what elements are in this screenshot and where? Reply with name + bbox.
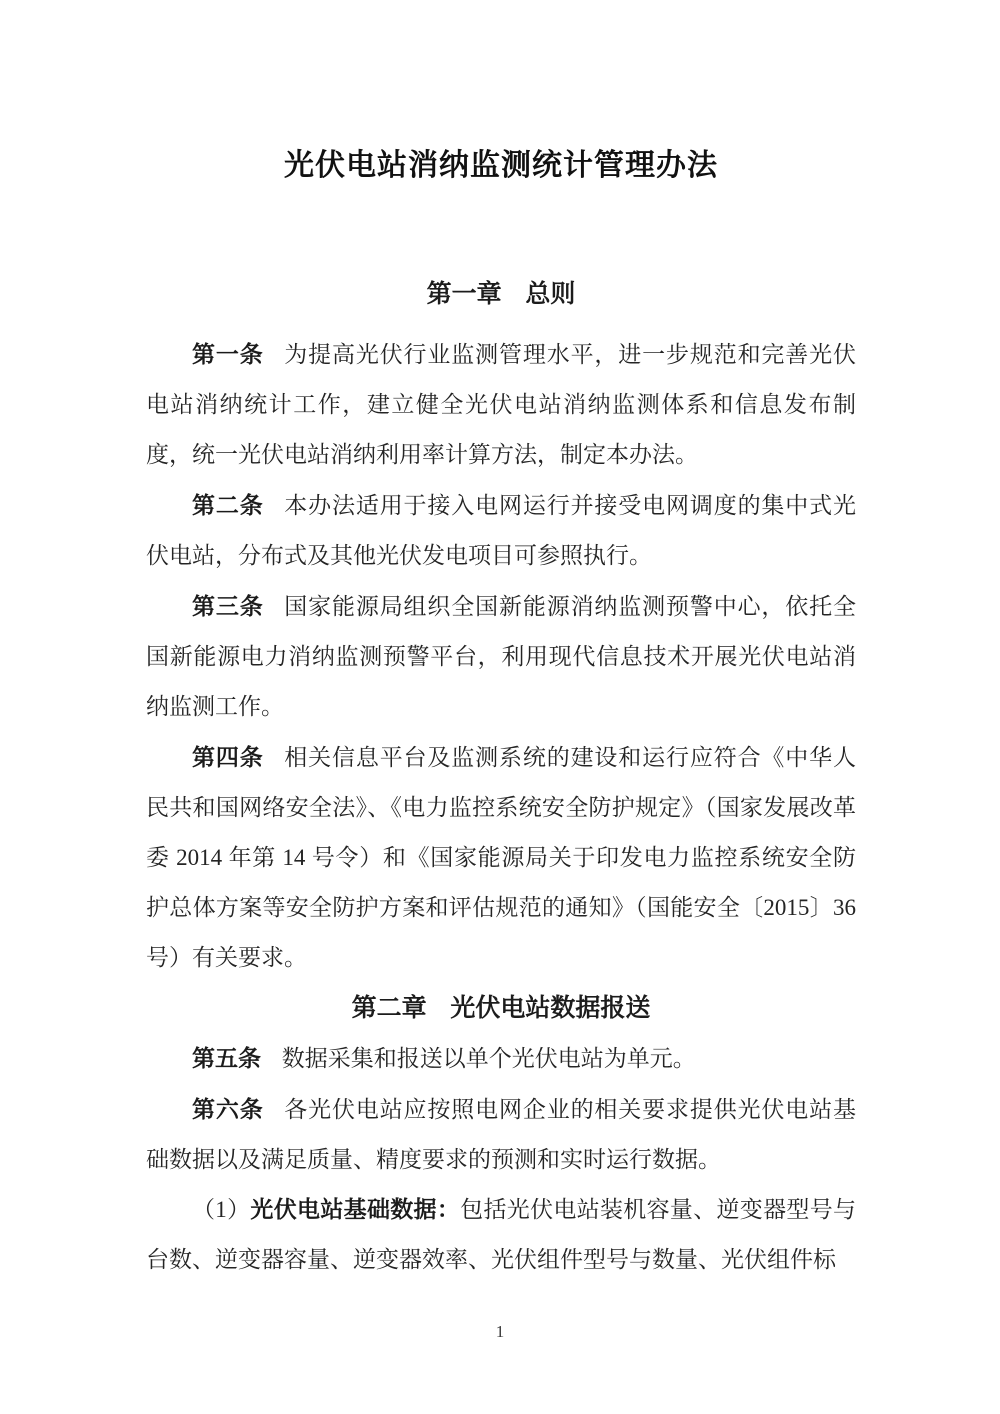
- article-5-lead: 第五条: [192, 1045, 261, 1071]
- chapter-2-title: 光伏电站数据报送: [450, 994, 651, 1022]
- chapter-heading-1: [146, 269, 856, 319]
- item-1-text: 包括光伏电站装机容量、逆变器型号与台数、逆变器容量、逆变器效率、光伏组件型号与数量、光伏组件标: [146, 1197, 857, 1272]
- article-6-lead: 第六条: [192, 1096, 264, 1122]
- article-6-text: 各光伏电站应按照电网企业的相关要求提供光伏电站基础数据以及满足质量、精度要求的预测和实时运行数据。: [146, 1097, 857, 1172]
- article-2-text: 本办法适用于接入电网运行并接受电网调度的集中式光伏电站，分布式及其他光伏发电项目可参照执行。: [146, 493, 857, 568]
- article-3-lead: 第三条: [192, 593, 264, 619]
- chapter-2-number: 第二章: [351, 994, 427, 1022]
- article-5-paragraph: [146, 1033, 856, 1084]
- chapter-1-title: 总则: [525, 280, 576, 308]
- item-1-prefix: （1）: [192, 1197, 251, 1222]
- article-3-paragraph: [146, 581, 856, 732]
- chapter-heading-2: [146, 983, 856, 1033]
- article-2-lead: 第二条: [192, 492, 264, 518]
- article-1-paragraph: [146, 329, 856, 480]
- article-4-lead: 第四条: [192, 744, 264, 770]
- article-2-paragraph: [146, 480, 856, 581]
- article-1-text: 为提高光伏行业监测管理水平，进一步规范和完善光伏电站消纳统计工作，建立健全光伏电站消纳监测体系和信息发布制度，统一光伏电站消纳利用率计算方法，制定本办法。: [146, 342, 857, 467]
- article-6-paragraph: [146, 1084, 856, 1185]
- page-number: 1: [495, 1322, 505, 1341]
- article-3-text: 国家能源局组织全国新能源消纳监测预警中心，依托全国新能源电力消纳监测预警平台，利用现代信息技术开展光伏电站消纳监测工作。: [146, 594, 857, 719]
- article-5-text: 数据采集和报送以单个光伏电站为单元。: [281, 1046, 696, 1071]
- article-4-text: 相关信息平台及监测系统的建设和运行应符合《中华人民共和国网络安全法》、《电力监控系统安全防护规定》（国家发展改革委 2014 年第 14 号令）和《国家能源局关于印发电力监控系统安全防护总体方案等安全防护方案和评估规范的通知》（国能安全〔2015〕36 号）有关要求。: [146, 745, 857, 970]
- item-1-lead: 光伏电站基础数据：: [250, 1197, 461, 1222]
- article-4-paragraph: [146, 732, 856, 983]
- chapter-1-number: 第一章: [426, 280, 502, 308]
- document-title: 光伏电站消纳监测统计管理办法: [284, 149, 718, 182]
- document-content: [0, 146, 1000, 1285]
- article-1-lead: 第一条: [192, 341, 264, 367]
- item-1-paragraph: [146, 1185, 856, 1285]
